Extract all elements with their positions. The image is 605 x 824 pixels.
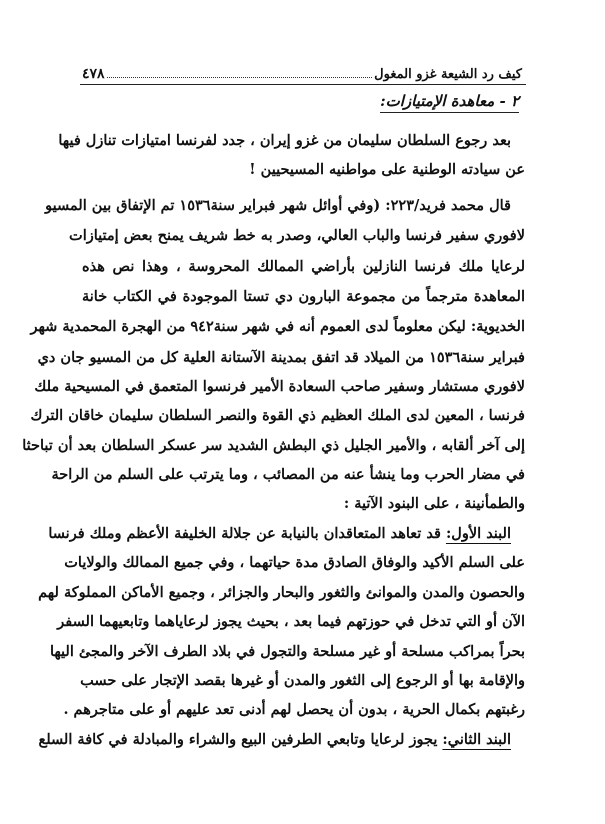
line-text: إلى آخر ألقابه ، والأمير الجليل ذي البطش الشديد سر عسكر السلطان بعد أن تباحثا bbox=[22, 437, 525, 454]
line-text: والطمأنينة ، على البنود الآتية : bbox=[343, 495, 525, 512]
line-text: لافوري مستشار وسفير صاحب السعادة الأمير فرنسوا المتعمق في المسيحية ملك bbox=[34, 378, 525, 395]
clause-label: البند الثاني: bbox=[442, 731, 511, 748]
line-text: يجوز لرعايا وتابعي الطرفين البيع والشراء والمبادلة في كافة السلع bbox=[38, 731, 443, 748]
text-line bbox=[69, 225, 525, 247]
text-line bbox=[82, 159, 525, 181]
text-line bbox=[82, 256, 525, 278]
line-text: قال محمد فريد/٢٢٣: (وفي أوائل شهر فبراير سنة١٥٣٦ تم الإتفاق بين المسيو bbox=[45, 197, 511, 214]
line-text: على السلم الأكيد والوفاق الصادق مدة حياتهما ، وفي جميع الممالك والولايات bbox=[64, 554, 525, 571]
line-text: عن سيادته الوطنية على مواطنيه المسيحيين ! bbox=[249, 161, 525, 178]
page-number: ٤٧٨ bbox=[82, 66, 105, 82]
line-text: الخديوية: ليكن معلوماً لدى العموم أنه في شهر سنة٩٤٢ من الهجرة المحمدية شهر bbox=[30, 318, 525, 335]
text-line bbox=[38, 729, 525, 751]
line-text: بحراً بمراكب مسلحة أو غير مسلحة والتجول في بلاد الطرف الآخر والمجئ اليها bbox=[49, 643, 525, 660]
line-text: المعاهدة مترجماً من مجموعة البارون دي تستا الموجودة في الكتاب خانة bbox=[82, 288, 525, 305]
text-line bbox=[57, 611, 525, 633]
text-line bbox=[37, 347, 525, 369]
text-line bbox=[49, 641, 525, 663]
line-text: لافوري سفير فرنسا والباب العالي، وصدر به خط شريف يمنح بعض إمتيازات bbox=[69, 227, 525, 244]
line-text: الآن أو التي تدخل في حوزتهم فيما بعد ، بحيث يجوز لرعاياهما وتابعيهما السفر bbox=[57, 613, 525, 630]
clause-label: البند الأول: bbox=[445, 525, 511, 542]
line-text: رغبتهم بكمال الحرية ، بدون أن يحصل لهم أدنى تعد عليهم أو على متاجرهم . bbox=[63, 701, 525, 718]
text-line bbox=[82, 670, 525, 692]
header-rule bbox=[80, 84, 526, 85]
book-title: كيف رد الشيعة غزو المغول bbox=[374, 67, 522, 82]
line-text: فرنسا ، المعين لدى الملك العظيم ذي القوة والنصر السلطان سليمان خاقان الترك bbox=[30, 407, 525, 424]
text-line bbox=[30, 316, 525, 338]
text-line bbox=[48, 523, 525, 545]
section-heading: ٢ - معاهدة الإمتيازات: bbox=[380, 92, 519, 113]
text-line bbox=[63, 699, 525, 721]
line-text: لرعايا ملك فرنسا النازلين بأراضي الممالك المحروسة ، وهذا نص هذه bbox=[82, 258, 525, 275]
text-line bbox=[30, 405, 525, 427]
text-line bbox=[51, 464, 525, 486]
text-line bbox=[22, 435, 525, 457]
line-text: والإقامة بها أو الرجوع إلى الثغور والمدن أو غيرها بقصد الإتجار على حسب bbox=[80, 672, 525, 689]
dotted-leader bbox=[107, 77, 373, 78]
text-line bbox=[38, 582, 525, 604]
line-text: فبراير سنة١٥٣٦ من الميلاد قد اتفق بمدينة الآستانة العلية كل من المسيو جان دي bbox=[37, 349, 525, 366]
text-line bbox=[82, 493, 525, 515]
text-line bbox=[82, 286, 525, 308]
text-line bbox=[34, 376, 525, 398]
line-text: بعد رجوع السلطان سليمان من غزو إيران ، جدد لفرنسا امتيازات تنازل فيها bbox=[58, 132, 511, 149]
line-text: قد تعاهد المتعاقدان بالنيابة عن جلالة الخليفة الأعظم وملك فرنسا bbox=[48, 525, 446, 542]
text-line bbox=[64, 552, 525, 574]
text-line bbox=[58, 130, 525, 152]
text-line bbox=[45, 195, 525, 217]
line-text: في مضار الحرب وما ينشأ عنه من المصائب ، وما يترتب على السلم من الراحة bbox=[51, 466, 525, 483]
running-header bbox=[82, 60, 522, 82]
line-text: والحصون والمدن والموانئ والثغور والبحار والجزائر ، وجميع الأماكن المملوكة لهم bbox=[38, 584, 525, 601]
